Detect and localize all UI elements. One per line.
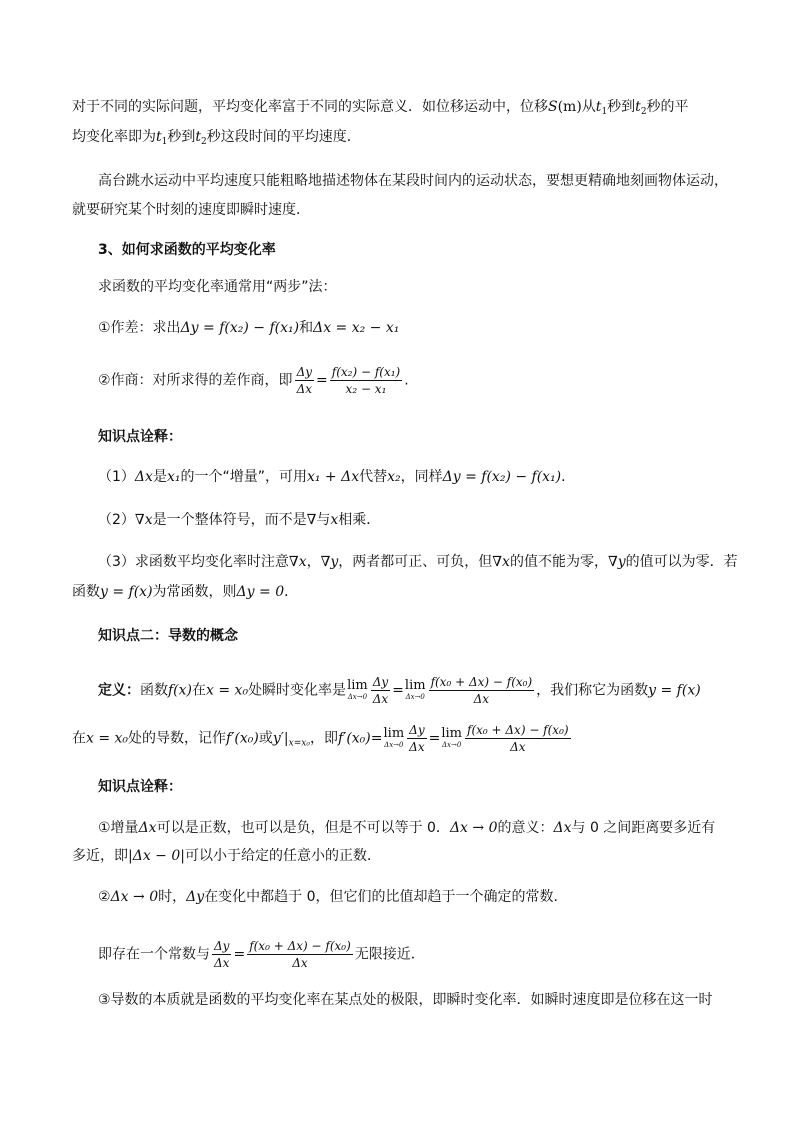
limit: lim Δx→0	[404, 678, 426, 701]
text: 秒到	[607, 99, 636, 115]
text: 秒到	[167, 129, 196, 145]
text: 秒的平	[646, 99, 689, 115]
fraction: $\frac{\Delta y}{\Delta x}$	[409, 723, 425, 754]
step-label: ①作差：求出	[98, 320, 181, 336]
math-unit: (m)	[557, 99, 582, 115]
text: 对于不同的实际问题，平均变化率富于不同的实际意义．如位移运动中，位移	[72, 99, 548, 115]
text: 秒这段时间的平均速度．	[206, 129, 361, 145]
note-heading: 知识点诠释：	[98, 779, 182, 795]
text: 和	[299, 320, 314, 336]
equals: =	[316, 372, 328, 389]
math-sub: 1	[161, 137, 168, 147]
math-t: t	[635, 99, 641, 115]
note-item-1: （1）Δx是x₁的一个“增量”，可用x₁ + Δx代替x₂，同样Δy = f(x₂) − f(x₁)．	[98, 469, 576, 485]
definition-label: 定义：	[98, 682, 140, 699]
limit: lim Δx→0	[347, 678, 368, 701]
text: .	[404, 372, 409, 389]
text: 均变化率即为	[72, 129, 156, 145]
explanation-3: ③导数的本质就是函数的平均变化率在某点处的极限，即瞬时变化率．如瞬时速度即是位移在这一时	[98, 992, 713, 1008]
math-s: S	[548, 99, 558, 115]
explanation-2: ②Δx → 0时，Δy在变化中都趋于 0，但它们的比值却趋于一个确定的常数．	[98, 889, 568, 905]
text: 高台跳水运动中平均速度只能粗略地描述物体在某段时间内的运动状态，要想更精确地刻画物体运动，	[98, 173, 728, 189]
math-t: t	[195, 129, 202, 145]
fraction: $\frac{\text{f(x₀ + Δx) − f(x₀)}}{\Delta x}$	[249, 939, 351, 970]
math-t: t	[156, 129, 162, 145]
paragraph-line: 求函数的平均变化率通常用“两步”法：	[98, 279, 337, 295]
step-2	[98, 364, 724, 397]
step-1	[98, 317, 724, 339]
paragraph-line	[72, 126, 724, 153]
fraction: $\frac{\text{f(x₂) − f(x₁)}}{\text{x₂ − x₁}}$	[331, 365, 401, 396]
explanation-1: ①增量Δx可以是正数，也可以是负，但是不可以等于 0．Δx → 0的意义：Δx与 0 之间距离要多近有	[98, 820, 716, 836]
explanation-2-formula: 即存在一个常数与 $\frac{\Delta y}{\Delta x}$ = $\frac{\text{f(x₀ + Δx) − f(x₀)}}{\Delta x}$ 无限接近．	[98, 939, 425, 970]
math-t: t	[595, 99, 602, 115]
math-expr: Δy = f(x₂) − f(x₁)	[180, 320, 300, 336]
paragraph-line	[72, 199, 724, 221]
limit: lim Δx→0	[383, 726, 405, 749]
math-sub: 1	[601, 107, 608, 117]
fraction: $\frac{\text{f(x₀ + Δx) − f(x₀)}}{\Delta x}$	[430, 675, 533, 706]
section-heading: 3、如何求函数的平均变化率	[98, 242, 276, 258]
note-item-3-line2: 函数y = f(x)为常函数，则Δy = 0．	[72, 584, 299, 600]
explanation-1-line2: 多近，即|Δx − 0|可以小于给定的任意小的正数．	[72, 848, 381, 864]
paragraph-line	[98, 170, 728, 192]
note-heading: 知识点诠释：	[98, 429, 182, 445]
fraction: $\frac{\Delta y}{\Delta x}$	[372, 675, 389, 706]
definition-line-2: 在x = x₀处的导数，记作f′(x₀)或$y'|_{x=x_0}$，即f′(x₀)= lim Δx→0 $\frac{\Delta y}{\Delta x}$ = lim Δx→0 $\frac{\text{f(x₀ + Δx) − f(x₀)}}{\Delta x}$	[72, 723, 569, 754]
fraction: $\frac{\Delta y}{\Delta x}$	[296, 365, 313, 396]
text: 从	[581, 99, 596, 115]
step-label: ②作商：对所求得的差作商，即	[98, 372, 293, 389]
math-sub: 2	[201, 137, 207, 147]
fraction: $\frac{\Delta y}{\Delta x}$	[214, 939, 230, 970]
text: 就要研究某个时刻的速度即瞬时速度．	[72, 202, 310, 218]
math-expr: Δx = x₂ − x₁	[313, 320, 400, 336]
section-heading: 知识点二：导数的概念	[98, 628, 238, 644]
paragraph-line	[72, 96, 724, 123]
math-sub: 2	[640, 107, 647, 117]
note-item-2: （2）∇x是一个整体符号，而不是∇与x相乘．	[98, 512, 381, 528]
fraction: $\frac{\text{f(x₀ + Δx) − f(x₀)}}{\Delta x}$	[467, 723, 569, 754]
definition-line: 定义：函数f(x)在x = x₀处瞬时变化率是 lim Δx→0 $\frac{\Delta y}{\Delta x}$ = lim Δx→0 $\frac{\text{f(x₀ + Δx) − f(x₀)}}{\Delta x}$ ，我们称它为函数y = f(x)	[98, 675, 701, 706]
limit: lim Δx→0	[441, 726, 462, 749]
note-item-3: （3）求函数平均变化率时注意∇x，∇y，两者都可正、可负，但∇x的值不能为零，∇y的值可以为零．若	[98, 554, 738, 570]
